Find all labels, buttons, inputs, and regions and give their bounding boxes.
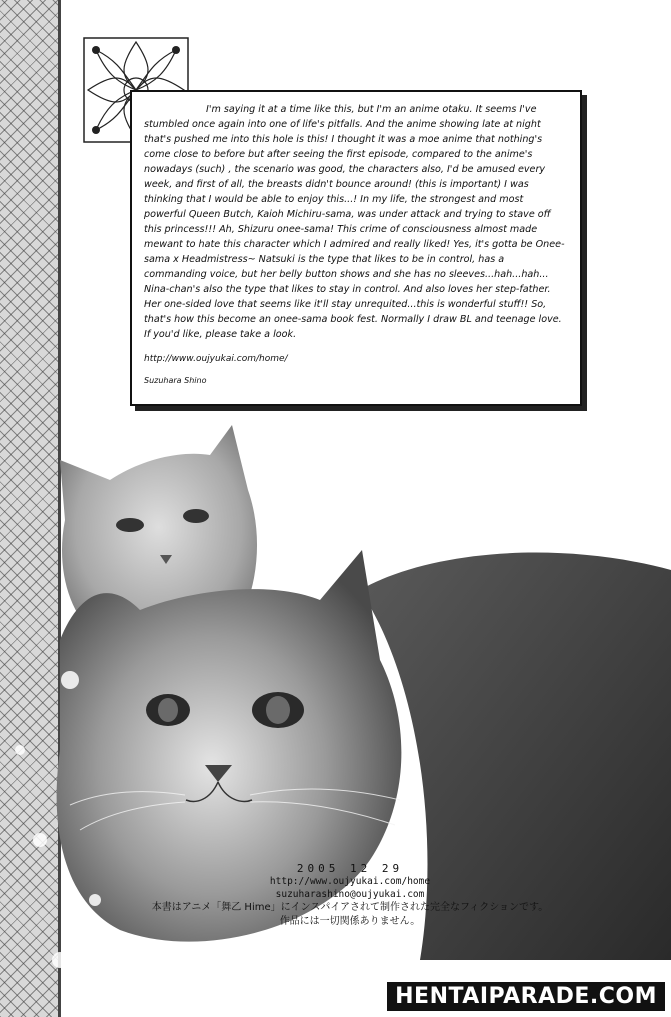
author-website-link: http://www.oujyukai.com/home/ <box>144 354 288 364</box>
colophon-email: suzuharashino@oujyukai.com <box>275 889 425 900</box>
author-signature: Suzuhara Shino <box>144 376 207 385</box>
top-cat-eye-left <box>116 518 144 532</box>
publication-date: 2005 12 29 <box>296 862 404 875</box>
colophon-url: http://www.oujyukai.com/home <box>269 876 431 887</box>
colophon <box>140 862 560 929</box>
author-note-text: I'm saying it at a time like this, but I'm an anime otaku. It seems I've stumbled once again into one of life's pitfalls. And the anime showing late at night that's pushed me into this hole is this! I thought it was a moe anime that nothing's come close to before but after seeing the first episode, compared to the anime's nowadays (such) , the scenario was good, the characters also, I'd be amused every week, and first of all, the breasts didn't bounce around! (this is important) I was thinking that I would be able to enjoy this...! In my life, the strongest and most powerful Queen Butch, Kaioh Michiru-sama, was under attack and trying to stave off this princess!!! Ah, Shizuru onee-sama! This crime of consciousness almost made mewant to hate this character which I admired and really liked! Yes, it's gotta be Onee-sama x Headmistress~ Natsuki is the type that likes to be in control, has a commanding voice, but her belly button shows and she has no sleeves...hah...hah... Nina-chan's also the type that likes to stay in control. And also loves her step-father. Her one-sided love that seems like it'll stay unrequited...this is wonderful stuff!! So, that's how this become an onee-sama book fest. Normally I draw BL and teenage love. If you'd like, please take a look. <box>144 104 565 340</box>
site-watermark: HENTAIPARADE.COM <box>387 982 665 1011</box>
disclaimer-line-1: 本書はアニメ「舞乙 Hime」にインスパイアされて制作された完全なフィクションです。 <box>151 902 549 913</box>
disclaimer-line-2: 作品には一切関係ありません。 <box>279 916 421 927</box>
author-note-box <box>130 90 582 406</box>
top-cat-eye-right <box>183 509 209 523</box>
